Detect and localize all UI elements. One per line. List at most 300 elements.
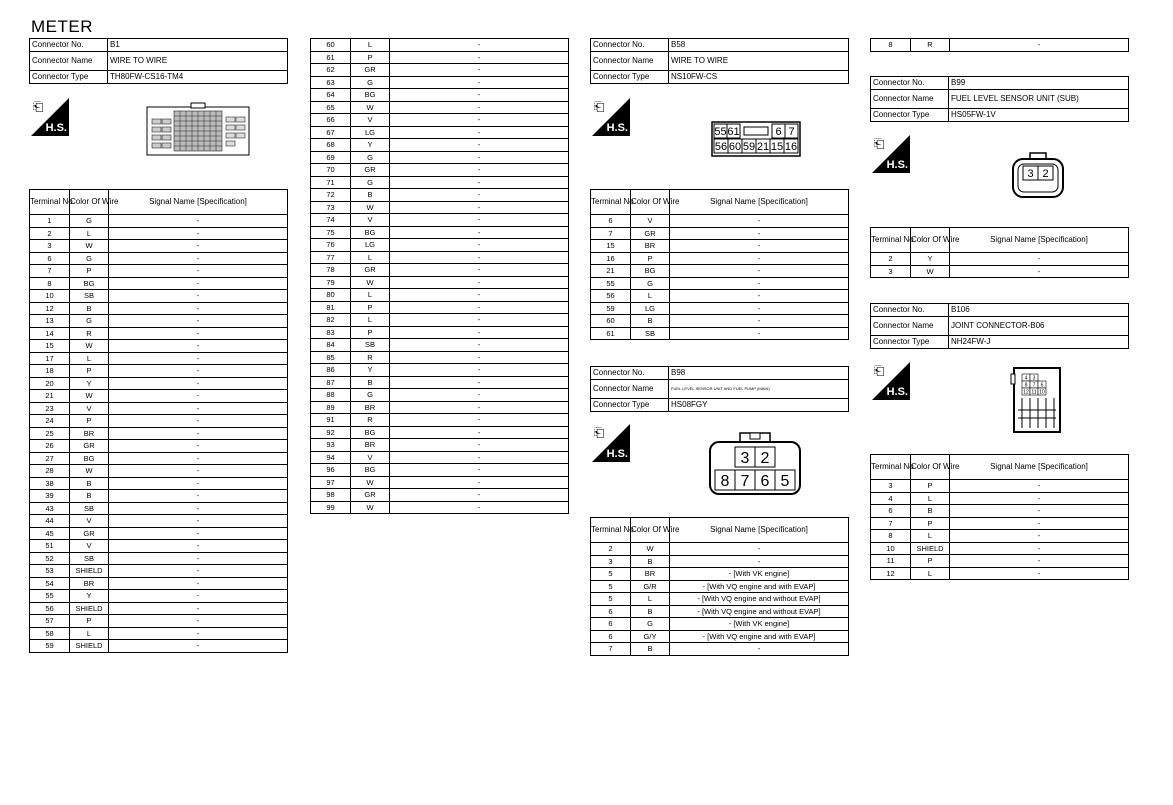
table-row bbox=[30, 290, 288, 303]
table-row bbox=[311, 51, 569, 64]
signal-cell: - bbox=[390, 151, 569, 164]
color-cell: SB bbox=[631, 327, 670, 340]
signal-cell: - bbox=[950, 542, 1129, 555]
terminal-cell: 56 bbox=[591, 290, 631, 303]
b98-no: B98 bbox=[669, 367, 849, 380]
pin-label: 15 bbox=[770, 141, 784, 153]
signal-cell: - bbox=[950, 567, 1129, 580]
harness-icon: ⎗ bbox=[594, 99, 605, 114]
table-row bbox=[30, 252, 288, 265]
table-row bbox=[871, 567, 1129, 580]
signal-cell: - bbox=[109, 315, 288, 328]
table-row bbox=[30, 340, 288, 353]
color-cell: SB bbox=[70, 290, 109, 303]
color-cell: Y bbox=[351, 139, 390, 152]
color-cell: R bbox=[70, 327, 109, 340]
b58-name: WIRE TO WIRE bbox=[669, 52, 849, 71]
color-cell: P bbox=[70, 615, 109, 628]
table-row bbox=[591, 630, 849, 643]
terminal-cell: 97 bbox=[311, 476, 351, 489]
pin-label: 56 bbox=[714, 141, 728, 153]
color-cell: W bbox=[70, 240, 109, 253]
color-cell: SHIELD bbox=[70, 565, 109, 578]
signal-cell: - [With VQ engine and without EVAP] bbox=[670, 593, 849, 606]
table-row bbox=[30, 577, 288, 590]
color-cell: BR bbox=[70, 427, 109, 440]
b106-no: B106 bbox=[949, 304, 1129, 317]
color-header: Color Of Wire bbox=[911, 455, 950, 480]
table-row bbox=[871, 542, 1129, 555]
terminal-cell: 8 bbox=[871, 530, 911, 543]
harness-icon: ⎗ bbox=[594, 425, 605, 440]
table-row bbox=[30, 227, 288, 240]
table-row bbox=[311, 276, 569, 289]
table-row bbox=[311, 189, 569, 202]
terminal-cell: 81 bbox=[311, 301, 351, 314]
table-row bbox=[591, 605, 849, 618]
signal-cell: - bbox=[109, 452, 288, 465]
signal-cell: - bbox=[109, 290, 288, 303]
terminal-cell: 91 bbox=[311, 414, 351, 427]
terminal-cell: 26 bbox=[30, 440, 70, 453]
table-row bbox=[871, 253, 1129, 266]
terminal-cell: 82 bbox=[311, 314, 351, 327]
table-row bbox=[871, 517, 1129, 530]
terminal-cell: 15 bbox=[30, 340, 70, 353]
b98-name-label: Connector Name bbox=[591, 380, 669, 399]
table-row bbox=[311, 476, 569, 489]
color-cell: P bbox=[911, 555, 950, 568]
table-row bbox=[591, 227, 849, 240]
signal-cell: - bbox=[109, 540, 288, 553]
terminal-cell: 93 bbox=[311, 439, 351, 452]
color-cell: W bbox=[351, 501, 390, 514]
table-row bbox=[311, 501, 569, 514]
signal-cell: - bbox=[390, 326, 569, 339]
color-cell: V bbox=[70, 540, 109, 553]
terminal-cell: 24 bbox=[30, 415, 70, 428]
signal-cell: - bbox=[670, 555, 849, 568]
signal-cell: - bbox=[390, 439, 569, 452]
table-row bbox=[311, 339, 569, 352]
terminal-cell: 2 bbox=[30, 227, 70, 240]
color-cell: G bbox=[70, 252, 109, 265]
signal-cell: - bbox=[670, 543, 849, 556]
table-row bbox=[30, 415, 288, 428]
color-cell: R bbox=[351, 414, 390, 427]
terminal-cell: 2 bbox=[591, 543, 631, 556]
table-row bbox=[311, 214, 569, 227]
color-cell: B bbox=[70, 477, 109, 490]
signal-cell: - bbox=[670, 643, 849, 656]
signal-cell: - bbox=[950, 530, 1129, 543]
signal-cell: - bbox=[670, 227, 849, 240]
b99-name-label: Connector Name bbox=[871, 90, 949, 109]
b58-no: B58 bbox=[669, 39, 849, 52]
terminal-cell: 15 bbox=[591, 240, 631, 253]
signal-cell: - bbox=[950, 480, 1129, 493]
color-cell: B bbox=[631, 605, 670, 618]
color-cell: W bbox=[70, 465, 109, 478]
terminal-header: Terminal No. bbox=[591, 190, 631, 215]
table-row bbox=[311, 264, 569, 277]
terminal-cell: 71 bbox=[311, 176, 351, 189]
table-row bbox=[30, 540, 288, 553]
signal-cell: - bbox=[670, 265, 849, 278]
table-row bbox=[871, 39, 1129, 52]
signal-cell: - bbox=[109, 390, 288, 403]
color-cell: P bbox=[911, 517, 950, 530]
signal-cell: - bbox=[109, 240, 288, 253]
table-row bbox=[871, 555, 1129, 568]
signal-cell: - bbox=[670, 240, 849, 253]
color-header: Color Of Wire bbox=[631, 518, 670, 543]
color-cell: SHIELD bbox=[70, 602, 109, 615]
hs-label: H.S. bbox=[886, 386, 908, 398]
terminal-cell: 45 bbox=[30, 527, 70, 540]
table-row bbox=[30, 327, 288, 340]
terminal-cell: 3 bbox=[591, 555, 631, 568]
signal-cell: - bbox=[390, 264, 569, 277]
color-cell: B bbox=[911, 505, 950, 518]
terminal-cell: 5 bbox=[591, 568, 631, 581]
signal-cell: - bbox=[390, 189, 569, 202]
table-row bbox=[591, 252, 849, 265]
signal-cell: - bbox=[390, 364, 569, 377]
table-row bbox=[591, 302, 849, 315]
hs-label: H.S. bbox=[606, 448, 628, 460]
table-row bbox=[30, 552, 288, 565]
page-title: METER bbox=[31, 17, 93, 36]
b99-connector-diagram bbox=[1010, 152, 1066, 200]
pin-label: 12 bbox=[1023, 389, 1029, 396]
color-cell: Y bbox=[70, 377, 109, 390]
table-row bbox=[30, 377, 288, 390]
table-row bbox=[30, 565, 288, 578]
table-row bbox=[311, 401, 569, 414]
pin-label: 6 bbox=[1040, 382, 1044, 389]
table-row bbox=[311, 251, 569, 264]
hs-label: H.S. bbox=[606, 122, 628, 134]
terminal-cell: 79 bbox=[311, 276, 351, 289]
color-cell: W bbox=[70, 390, 109, 403]
terminal-cell: 89 bbox=[311, 401, 351, 414]
terminal-cell: 21 bbox=[591, 265, 631, 278]
pin-label: 60 bbox=[728, 141, 742, 153]
signal-cell: - bbox=[390, 414, 569, 427]
color-cell: P bbox=[631, 252, 670, 265]
table-row bbox=[30, 402, 288, 415]
signal-cell: - bbox=[390, 476, 569, 489]
table-row bbox=[311, 364, 569, 377]
color-cell: Y bbox=[70, 590, 109, 603]
b1-terminal-table-continued bbox=[310, 38, 569, 514]
hs-badge bbox=[592, 424, 630, 462]
color-cell: L bbox=[911, 492, 950, 505]
color-cell: G bbox=[631, 277, 670, 290]
signal-cell: - bbox=[109, 615, 288, 628]
b98-terminal-table bbox=[590, 517, 849, 656]
terminal-cell: 84 bbox=[311, 339, 351, 352]
table-row bbox=[311, 151, 569, 164]
signal-cell: - [With VQ engine and with EVAP] bbox=[670, 580, 849, 593]
color-cell: V bbox=[351, 214, 390, 227]
color-cell: BG bbox=[351, 226, 390, 239]
signal-cell: - bbox=[109, 577, 288, 590]
terminal-cell: 3 bbox=[871, 480, 911, 493]
signal-cell: - bbox=[390, 64, 569, 77]
pin-label: 59 bbox=[742, 141, 756, 153]
terminal-cell: 59 bbox=[30, 640, 70, 653]
terminal-cell: 44 bbox=[30, 515, 70, 528]
terminal-cell: 86 bbox=[311, 364, 351, 377]
terminal-cell: 56 bbox=[30, 602, 70, 615]
color-cell: L bbox=[631, 290, 670, 303]
b1-type-label: Connector Type bbox=[30, 71, 108, 84]
harness-icon: ⎗ bbox=[33, 99, 44, 114]
terminal-cell: 99 bbox=[311, 501, 351, 514]
terminal-cell: 7 bbox=[591, 643, 631, 656]
color-cell: W bbox=[351, 101, 390, 114]
table-row bbox=[311, 101, 569, 114]
signal-cell: - bbox=[390, 101, 569, 114]
table-row bbox=[30, 452, 288, 465]
signal-cell: - bbox=[390, 451, 569, 464]
terminal-cell: 12 bbox=[871, 567, 911, 580]
b58-name-label: Connector Name bbox=[591, 52, 669, 71]
table-row bbox=[311, 314, 569, 327]
terminal-cell: 73 bbox=[311, 201, 351, 214]
pin-label: 8 bbox=[720, 473, 730, 490]
terminal-header: Terminal No. bbox=[30, 190, 70, 215]
signal-cell: - bbox=[109, 427, 288, 440]
terminal-cell: 5 bbox=[591, 593, 631, 606]
terminal-cell: 62 bbox=[311, 64, 351, 77]
color-cell: V bbox=[70, 402, 109, 415]
b106-name: JOINT CONNECTOR-B06 bbox=[949, 317, 1129, 336]
b98-connector-diagram bbox=[708, 432, 802, 496]
signal-cell: - bbox=[670, 327, 849, 340]
table-row bbox=[30, 640, 288, 653]
b106-type-label: Connector Type bbox=[871, 336, 949, 349]
signal-cell: - bbox=[950, 492, 1129, 505]
b99-info-table bbox=[870, 76, 1129, 122]
signal-cell: - bbox=[390, 39, 569, 52]
table-row bbox=[311, 176, 569, 189]
signal-cell: - bbox=[109, 627, 288, 640]
b106-type: NH24FW-J bbox=[949, 336, 1129, 349]
signal-cell: - bbox=[390, 339, 569, 352]
color-cell: LG bbox=[351, 126, 390, 139]
signal-cell: - bbox=[390, 89, 569, 102]
color-cell: BG bbox=[351, 426, 390, 439]
terminal-cell: 60 bbox=[591, 315, 631, 328]
table-row bbox=[30, 615, 288, 628]
terminal-cell: 58 bbox=[30, 627, 70, 640]
terminal-cell: 96 bbox=[311, 464, 351, 477]
terminal-cell: 51 bbox=[30, 540, 70, 553]
table-row bbox=[311, 301, 569, 314]
table-row bbox=[591, 265, 849, 278]
color-cell: R bbox=[911, 39, 950, 52]
signal-cell: - bbox=[390, 401, 569, 414]
table-row bbox=[30, 365, 288, 378]
color-cell: BR bbox=[631, 568, 670, 581]
color-cell: G bbox=[70, 315, 109, 328]
color-cell: B bbox=[631, 555, 670, 568]
terminal-cell: 21 bbox=[30, 390, 70, 403]
color-cell: P bbox=[70, 415, 109, 428]
b1-name-label: Connector Name bbox=[30, 52, 108, 71]
color-cell: LG bbox=[351, 239, 390, 252]
signal-cell: - [With VQ engine and with EVAP] bbox=[670, 630, 849, 643]
color-cell: R bbox=[351, 351, 390, 364]
color-cell: BR bbox=[351, 401, 390, 414]
signal-cell: - bbox=[109, 515, 288, 528]
color-cell: B bbox=[70, 302, 109, 315]
b99-type-label: Connector Type bbox=[871, 109, 949, 122]
color-cell: SHIELD bbox=[70, 640, 109, 653]
terminal-cell: 8 bbox=[30, 277, 70, 290]
color-cell: BR bbox=[351, 439, 390, 452]
table-row bbox=[591, 568, 849, 581]
color-cell: G bbox=[70, 215, 109, 228]
b1-name: WIRE TO WIRE bbox=[108, 52, 288, 71]
table-row bbox=[30, 490, 288, 503]
signal-cell: - bbox=[670, 302, 849, 315]
b1-type: TH80FW-CS16-TM4 bbox=[108, 71, 288, 84]
color-cell: L bbox=[911, 567, 950, 580]
color-cell: W bbox=[351, 201, 390, 214]
signal-cell: - bbox=[109, 415, 288, 428]
signal-header: Signal Name [Specification] bbox=[950, 228, 1129, 253]
table-row bbox=[311, 89, 569, 102]
table-row bbox=[30, 502, 288, 515]
signal-cell: - bbox=[670, 215, 849, 228]
table-row bbox=[871, 480, 1129, 493]
signal-cell: - bbox=[390, 76, 569, 89]
pin-label: 3 bbox=[1027, 168, 1034, 180]
signal-cell: - bbox=[109, 277, 288, 290]
signal-cell: - bbox=[109, 327, 288, 340]
b99-no: B99 bbox=[949, 77, 1129, 90]
terminal-cell: 77 bbox=[311, 251, 351, 264]
harness-icon: ⎗ bbox=[874, 136, 885, 151]
signal-cell: - bbox=[390, 214, 569, 227]
b99-terminal-table bbox=[870, 227, 1129, 278]
signal-cell: - bbox=[390, 164, 569, 177]
signal-cell: - bbox=[670, 277, 849, 290]
table-row bbox=[30, 515, 288, 528]
pin-label: 6 bbox=[775, 126, 782, 138]
table-row bbox=[30, 465, 288, 478]
table-row bbox=[591, 327, 849, 340]
signal-cell: - bbox=[109, 565, 288, 578]
terminal-cell: 6 bbox=[591, 630, 631, 643]
signal-cell: - bbox=[109, 227, 288, 240]
b106-no-label: Connector No. bbox=[871, 304, 949, 317]
terminal-cell: 1 bbox=[30, 215, 70, 228]
table-row bbox=[30, 240, 288, 253]
signal-cell: - bbox=[390, 314, 569, 327]
table-row bbox=[30, 527, 288, 540]
table-row bbox=[591, 315, 849, 328]
signal-cell: - [With VK engine] bbox=[670, 618, 849, 631]
terminal-header: Terminal No. bbox=[871, 228, 911, 253]
signal-header: Signal Name [Specification] bbox=[670, 518, 849, 543]
terminal-cell: 13 bbox=[30, 315, 70, 328]
table-row bbox=[311, 489, 569, 502]
terminal-cell: 98 bbox=[311, 489, 351, 502]
terminal-cell: 23 bbox=[30, 402, 70, 415]
signal-cell: - bbox=[109, 352, 288, 365]
color-cell: GR bbox=[70, 440, 109, 453]
table-row bbox=[311, 114, 569, 127]
pin-label: 6 bbox=[760, 473, 770, 490]
signal-cell: - bbox=[109, 440, 288, 453]
table-row bbox=[311, 239, 569, 252]
table-row bbox=[311, 464, 569, 477]
signal-header: Signal Name [Specification] bbox=[950, 455, 1129, 480]
hs-label: H.S. bbox=[45, 122, 67, 134]
terminal-cell: 16 bbox=[591, 252, 631, 265]
terminal-cell: 83 bbox=[311, 326, 351, 339]
b58-type: NS10FW-CS bbox=[669, 71, 849, 84]
color-cell: L bbox=[70, 352, 109, 365]
terminal-cell: 68 bbox=[311, 139, 351, 152]
table-row bbox=[30, 590, 288, 603]
signal-cell: - [With VQ engine and without EVAP] bbox=[670, 605, 849, 618]
terminal-cell: 76 bbox=[311, 239, 351, 252]
table-row bbox=[591, 290, 849, 303]
color-cell: B bbox=[631, 643, 670, 656]
signal-cell: - bbox=[109, 340, 288, 353]
color-cell: V bbox=[70, 515, 109, 528]
table-row bbox=[311, 351, 569, 364]
table-row bbox=[591, 543, 849, 556]
color-cell: W bbox=[70, 340, 109, 353]
signal-cell: - bbox=[109, 502, 288, 515]
terminal-cell: 43 bbox=[30, 502, 70, 515]
color-cell: W bbox=[911, 265, 950, 278]
hs-label: H.S. bbox=[886, 159, 908, 171]
color-cell: SHIELD bbox=[911, 542, 950, 555]
terminal-cell: 11 bbox=[871, 555, 911, 568]
b98-type-label: Connector Type bbox=[591, 399, 669, 412]
terminal-cell: 80 bbox=[311, 289, 351, 302]
color-cell: P bbox=[70, 365, 109, 378]
table-row bbox=[30, 352, 288, 365]
table-row bbox=[591, 580, 849, 593]
color-cell: L bbox=[911, 530, 950, 543]
color-cell: W bbox=[351, 476, 390, 489]
color-cell: G/Y bbox=[631, 630, 670, 643]
terminal-cell: 39 bbox=[30, 490, 70, 503]
color-cell: G bbox=[351, 151, 390, 164]
terminal-cell: 57 bbox=[30, 615, 70, 628]
color-cell: G/R bbox=[631, 580, 670, 593]
signal-cell: - bbox=[670, 315, 849, 328]
signal-cell: - bbox=[950, 265, 1129, 278]
table-row bbox=[311, 451, 569, 464]
signal-cell: - bbox=[390, 114, 569, 127]
signal-cell: - bbox=[390, 239, 569, 252]
pin-label: 7 bbox=[1032, 382, 1036, 389]
table-row bbox=[30, 427, 288, 440]
signal-cell: - bbox=[109, 552, 288, 565]
terminal-cell: 66 bbox=[311, 114, 351, 127]
color-cell: B bbox=[351, 376, 390, 389]
